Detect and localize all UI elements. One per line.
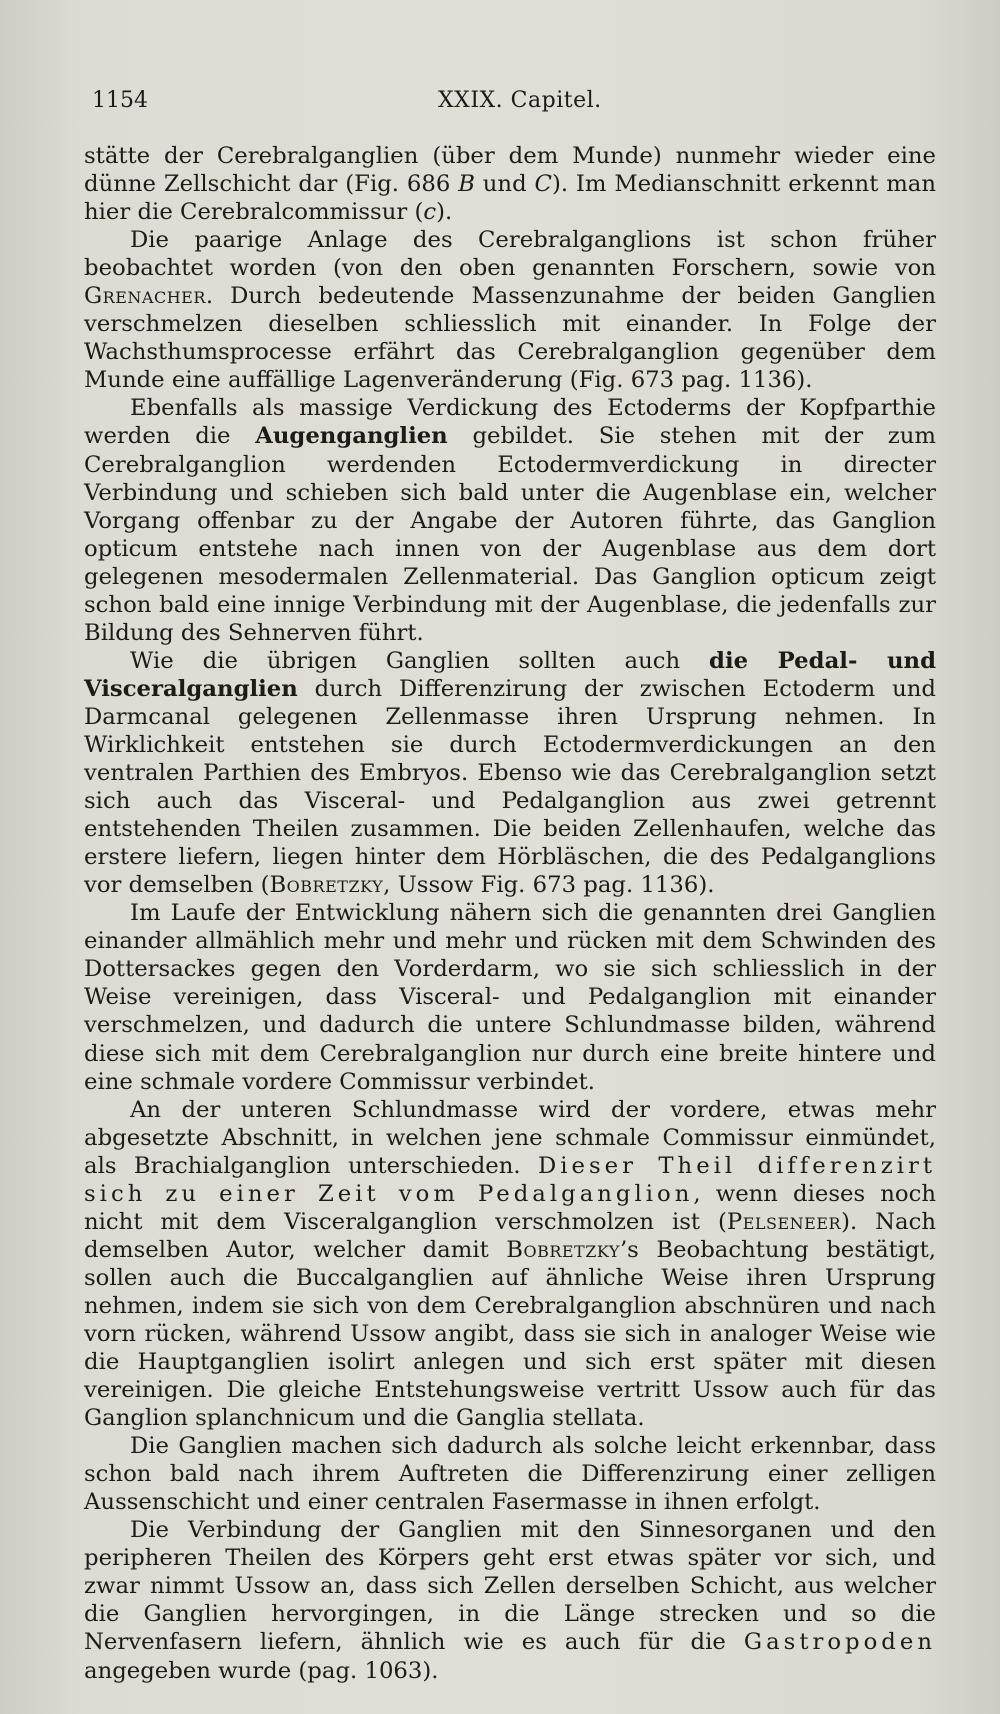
text-run: Die Verbindung der Ganglien mit den Sinnesorganen und den peripheren Theilen des Körpers geht erst etwas später vor sich, und zwar nimmt Ussow an, dass sich Zellen derselben Schicht, aus welcher die Ganglien hervorgingen, in die Länge strecken und so die Nervenfasern liefern, ähnlich wie es auch für die (84, 1517, 936, 1656)
text-run-sp: Dieser Theil differenzirt sich zu einer Zeit vom Pedalganglion (84, 1152, 936, 1207)
text-run: Die Ganglien machen sich dadurch als solche leicht erkennbar, dass schon bald nach ihrem Auftreten die Differenzirung einer zelligen Aussenschicht und einer centralen Fasermasse in ihnen erfolgt. (84, 1433, 936, 1516)
body-text (84, 142, 936, 1685)
text-run-it: C (534, 171, 552, 198)
text-run: ). (436, 199, 453, 226)
text-run: Im Laufe der Entwicklung nähern sich die genannten drei Ganglien einander allmählich mehr und mehr und rücken mit dem Schwinden des Dottersackes gegen den Vorderdarm, wo sie sich schliesslich in der Weise vereinigen, dass Visceral- und Pedalganglion mit einander verschmelzen, und dadurch die untere Schlundmasse bilden, während diese sich mit dem Cerebralganglion nur durch eine breite hintere und eine schmale vordere Commissur verbindet. (84, 900, 936, 1095)
paragraph (84, 1096, 936, 1433)
text-run: ). Nach demselben Autor, welcher damit (84, 1208, 937, 1263)
text-run: durch Differenzirung der zwischen Ectoderm und Darmcanal gelegenen Zellenmasse ihren Ursprung nehmen. In Wirklichkeit entstehen sie durch Ectodermverdickungen an den ventralen Parthien des Embryos. Ebenso wie das Cerebralganglion setzt sich auch das Visceral- und Pedalganglion aus zwei getrennt entstehenden Theilen zusammen. Die beiden Zellenhaufen, welche das erstere liefern, liegen hinter dem Hörbläschen, die des Pedalganglions vor demselben ( (84, 675, 936, 899)
text-run-sp: Gastropoden (743, 1629, 936, 1656)
paragraph (84, 1432, 936, 1516)
text-run: . Durch bedeutende Massenzunahme der beiden Ganglien verschmelzen dieselben schliesslich mit einander. In Folge der Wachsthumsprocesse erfährt das Cerebralganglion gegenüber dem Munde eine auffällige Lagenveränderung (Fig. 673 pag. 1136). (84, 283, 936, 394)
text-run: , Ussow Fig. 673 pag. 1136). (383, 872, 715, 899)
text-run: gebildet. Sie stehen mit der zum Cerebralganglion werdenden Ectodermverdickung in directer Verbindung und schieben sich bald unter die Augenblase ein, welcher Vorgang offenbar zu der Angabe der Autoren führte, das Ganglion opticum entstehe nach innen von der Augenblase aus dem dort gelegenen mesodermalen Zellenmaterial. Das Ganglion opticum zeigt schon bald eine innige Verbindung mit der Augenblase, die jedenfalls zur Bildung des Sehnerven führt. (84, 423, 936, 646)
text-run: ’s Beobachtung bestätigt, sollen auch die Buccalganglien auf ähnliche Weise ihren Ursprung nehmen, indem sie sich von dem Cerebralganglion abschnüren und nach vorn rücken, während Ussow angibt, dass sie sich in analoger Weise wie die Hauptganglien isolirt anlegen und sich erst später mit diesen vereinigen. Die gleiche Entstehungsweise vertritt Ussow auch für das Ganglion splanchnicum und die Ganglia stellata. (84, 1236, 936, 1432)
text-run: , wenn dieses noch nicht mit dem Visceralganglion verschmolzen ist ( (84, 1180, 936, 1235)
text-run-it: B (458, 171, 475, 198)
text-run-sc: Pelseneer (726, 1208, 842, 1235)
text-run-sc: Bobretzky (506, 1236, 620, 1263)
text-run: stätte der Cerebralganglien (über dem Munde) nunmehr wieder eine dünne Zellschicht dar (Fig. 686 (84, 143, 936, 198)
text-run: und (474, 171, 535, 198)
text-run: Die paarige Anlage des Cerebralganglions ist schon früher beobachtet worden (von den oben genannten Forschern, sowie von (84, 227, 936, 282)
paragraph (84, 1516, 936, 1684)
paragraph (84, 142, 936, 226)
text-run-bold: die Pedal- und Visceralganglien (84, 647, 936, 702)
page-number: 1154 (92, 88, 148, 113)
text-run-it: c (423, 199, 437, 226)
paragraph (84, 647, 936, 899)
text-run-bold: Augenganglien (255, 423, 448, 450)
text-run: Wie die übrigen Ganglien sollten auch (130, 647, 710, 674)
paragraph (84, 899, 936, 1095)
running-head: XXIX. Capitel. (438, 88, 602, 113)
text-run: angegeben wurde (pag. 1063). (84, 1657, 439, 1684)
text-run: ). Im Medianschnitt erkennt man hier die Cerebralcommissur ( (84, 171, 936, 226)
paragraph (84, 394, 936, 646)
text-run: Ebenfalls als massige Verdickung des Ectoderms der Kopfparthie werden die (84, 395, 936, 450)
text-run: An der unteren Schlundmasse wird der vordere, etwas mehr abgesetzte Abschnitt, in welchen jene schmale Commissur einmündet, als Brachialganglion unterschieden. (84, 1096, 936, 1179)
text-run-sc: Bobretzky (269, 872, 384, 899)
text-run-sc: Grenacher (84, 283, 206, 310)
paragraph (84, 226, 936, 394)
page-header (92, 88, 940, 124)
